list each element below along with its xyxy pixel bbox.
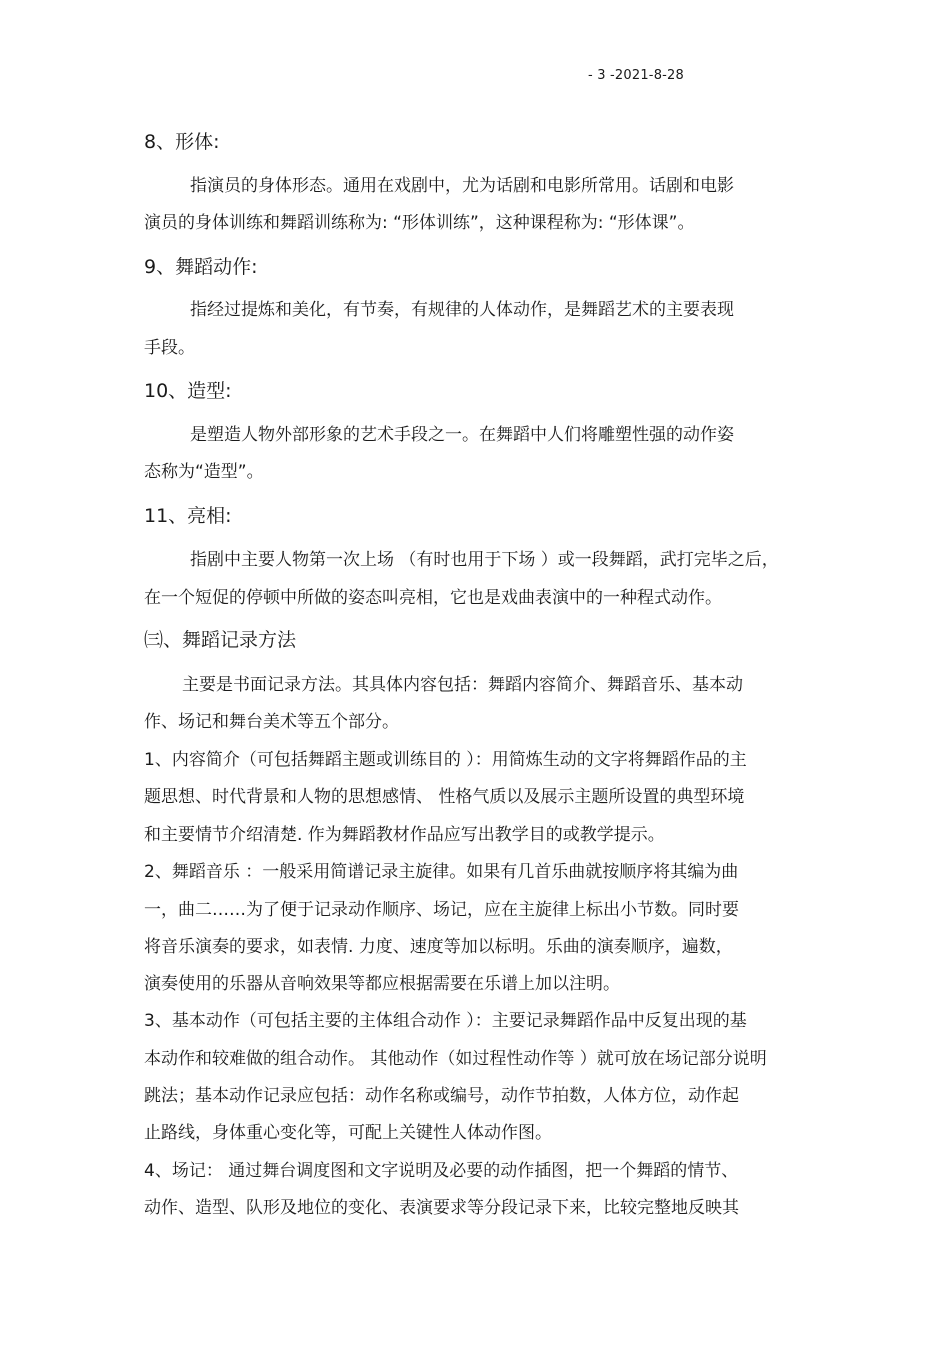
list-item-4-line: 动作、造型、队形及地位的变化、表演要求等分段记录下来，比较完整地反映其 bbox=[144, 1198, 739, 1218]
list-item-3-line: 本动作和较难做的组合动作。 其他动作（如过程性动作等 ）就可放在场记部分说明 bbox=[144, 1049, 767, 1069]
list-item-2-line: 2、舞蹈音乐 ：一般采用简谱记录主旋律。如果有几首乐曲就按顺序将其编为曲 bbox=[144, 862, 739, 882]
list-item-3-line: 止路线，身体重心变化等，可配上关键性人体动作图。 bbox=[144, 1123, 552, 1143]
page-header: - 3 -2021-8-28 bbox=[588, 68, 684, 83]
list-item-3-line: 跳法；基本动作记录应包括：动作名称或编号，动作节拍数，人体方位，动作起 bbox=[144, 1086, 739, 1106]
paragraph-line: 是塑造人物外部形象的艺术手段之一。在舞蹈中人们将雕塑性强的动作姿 bbox=[190, 425, 734, 445]
list-item-1-line: 和主要情节介绍清楚. 作为舞蹈教材作品应写出教学目的或教学提示。 bbox=[144, 825, 665, 845]
paragraph-line: 指经过提炼和美化，有节奏，有规律的人体动作，是舞蹈艺术的主要表现 bbox=[190, 300, 734, 320]
list-item-2-line: 将音乐演奏的要求，如表情. 力度、速度等加以标明。乐曲的演奏顺序，遍数， bbox=[144, 937, 733, 957]
paragraph-line: 手段。 bbox=[144, 338, 195, 358]
list-item-2-line: 演奏使用的乐器从音响效果等都应根据需要在乐谱上加以注明。 bbox=[144, 974, 620, 994]
section-heading-3: ㈢、舞蹈记录方法 bbox=[144, 629, 297, 651]
list-item-4-line: 4、场记： 通过舞台调度图和文字说明及必要的动作插图，把一个舞蹈的情节、 bbox=[144, 1161, 739, 1181]
paragraph-line: 演员的身体训练和舞蹈训练称为: “形体训练”，这种课程称为: “形体课”。 bbox=[144, 213, 695, 233]
paragraph-line: 主要是书面记录方法。其具体内容包括：舞蹈内容简介、舞蹈音乐、基本动 bbox=[182, 675, 743, 695]
section-heading-9: 9、舞蹈动作: bbox=[144, 256, 258, 278]
paragraph-line: 态称为“造型”。 bbox=[144, 462, 264, 482]
paragraph-line: 指剧中主要人物第一次上场 （有时也用于下场 ）或一段舞蹈，武打完毕之后， bbox=[190, 550, 779, 570]
section-heading-11: 11、亮相: bbox=[144, 505, 232, 527]
list-item-1-line: 1、内容简介（可包括舞蹈主题或训练目的 ）：用简炼生动的文字将舞蹈作品的主 bbox=[144, 750, 747, 770]
list-item-3-line: 3、基本动作（可包括主要的主体组合动作 ）：主要记录舞蹈作品中反复出现的基 bbox=[144, 1011, 747, 1031]
paragraph-line: 指演员的身体形态。通用在戏剧中，尤为话剧和电影所常用。话剧和电影 bbox=[190, 176, 734, 196]
paragraph-line: 在一个短促的停顿中所做的姿态叫亮相，它也是戏曲表演中的一种程式动作。 bbox=[144, 588, 722, 608]
section-heading-8: 8、形体: bbox=[144, 131, 220, 153]
list-item-2-line: 一，曲二……为了便于记录动作顺序、场记，应在主旋律上标出小节数。同时要 bbox=[144, 900, 739, 920]
paragraph-line: 作、场记和舞台美术等五个部分。 bbox=[144, 712, 399, 732]
list-item-1-line: 题思想、时代背景和人物的思想感情、 性格气质以及展示主题所设置的典型环境 bbox=[144, 787, 745, 807]
section-heading-10: 10、造型: bbox=[144, 380, 232, 402]
